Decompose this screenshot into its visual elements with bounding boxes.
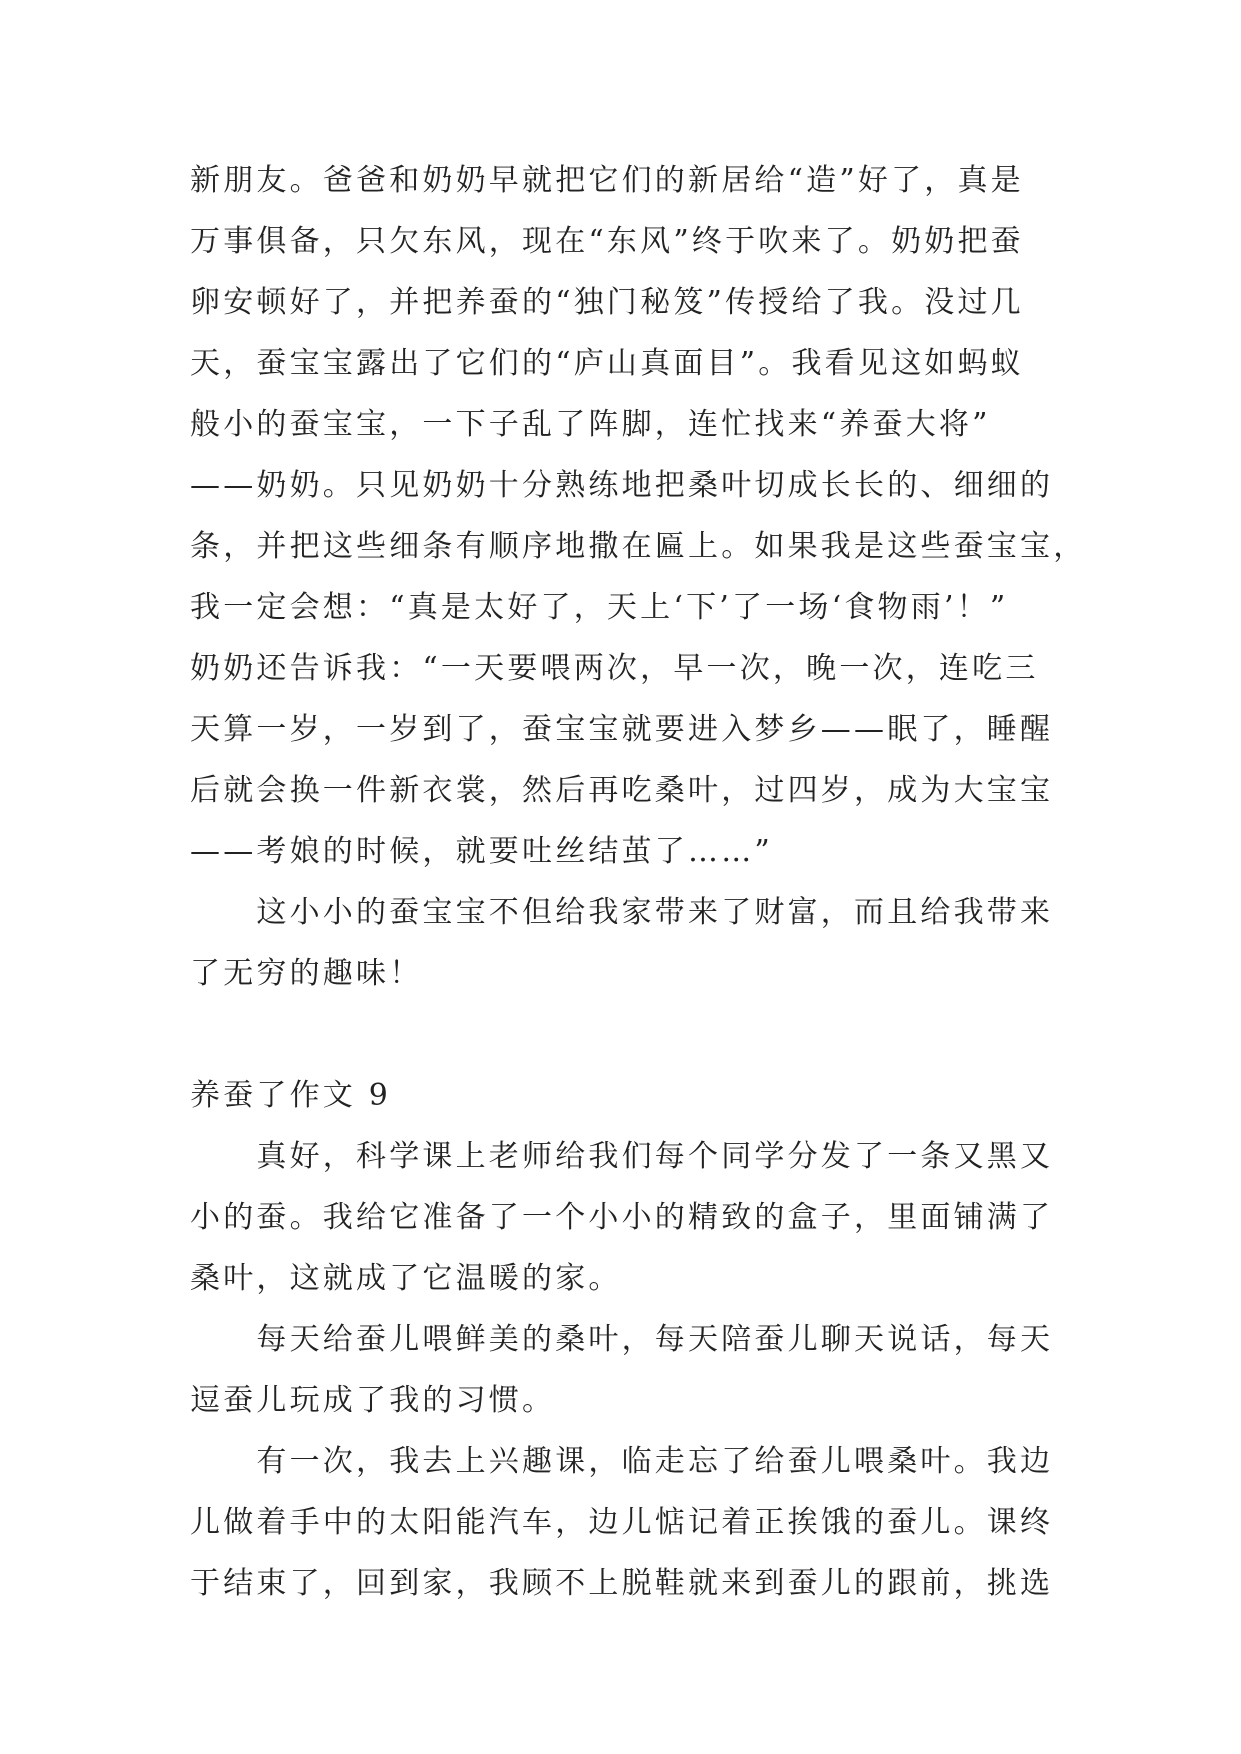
section-title: 养蚕了作文 9 — [190, 1078, 392, 1113]
text-line: 奶奶还告诉我：“一天要喂两次，早一次，晚一次，连吃三 — [190, 651, 1039, 686]
text-line: 桑叶，这就成了它温暖的家。 — [190, 1261, 622, 1296]
text-line: 条，并把这些细条有顺序地撒在匾上。如果我是这些蚕宝宝， — [190, 529, 1087, 564]
text-line: 小的蚕。我给它准备了一个小小的精致的盒子，里面铺满了 — [190, 1200, 1054, 1235]
text-line: 儿做着手中的太阳能汽车，边儿惦记着正挨饿的蚕儿。课终 — [190, 1505, 1054, 1540]
text-line: 我一定会想：“真是太好了，天上‘下’了一场‘食物雨’！” — [190, 590, 1009, 625]
document-body — [190, 150, 1087, 1614]
text-line: 卵安顿好了，并把养蚕的“独门秘笈”传授给了我。没过几 — [190, 285, 1024, 320]
text-line: 新朋友。爸爸和奶奶早就把它们的新居给“造”好了，真是 — [190, 163, 1024, 198]
text-line: ——奶奶。只见奶奶十分熟练地把桑叶切成长长的、细细的 — [190, 468, 1054, 503]
text-line: 后就会换一件新衣裳，然后再吃桑叶，过四岁，成为大宝宝 — [190, 773, 1054, 808]
paragraph-continuation — [190, 150, 1087, 882]
text-line: 般小的蚕宝宝，一下子乱了阵脚，连忙找来“养蚕大将” — [190, 407, 991, 442]
section-spacer — [190, 1004, 1050, 1065]
paragraph — [190, 1309, 1054, 1431]
text-line: ——考娘的时候，就要吐丝结茧了……” — [190, 834, 773, 869]
paragraph — [190, 1431, 1054, 1614]
closing-paragraph — [190, 882, 1054, 1004]
text-line: 万事俱备，只欠东风，现在“东风”终于吹来了。奶奶把蚕 — [190, 224, 1024, 259]
text-line: 每天给蚕儿喂鲜美的桑叶，每天陪蚕儿聊天说话，每天 — [190, 1322, 1054, 1357]
text-line: 真好，科学课上老师给我们每个同学分发了一条又黑又 — [190, 1139, 1054, 1174]
text-line: 天，蚕宝宝露出了它们的“庐山真面目”。我看见这如蚂蚁 — [190, 346, 1024, 381]
text-line: 有一次，我去上兴趣课，临走忘了给蚕儿喂桑叶。我边 — [190, 1444, 1054, 1479]
text-line: 于结束了，回到家，我顾不上脱鞋就来到蚕儿的跟前，挑选 — [190, 1566, 1054, 1601]
text-line: 这小小的蚕宝宝不但给我家带来了财富，而且给我带来 — [190, 895, 1054, 930]
paragraph — [190, 1126, 1054, 1309]
text-line: 天算一岁，一岁到了，蚕宝宝就要进入梦乡——眠了，睡醒 — [190, 712, 1054, 747]
text-line: 了无穷的趣味！ — [190, 956, 423, 991]
text-line: 逗蚕儿玩成了我的习惯。 — [190, 1383, 556, 1418]
